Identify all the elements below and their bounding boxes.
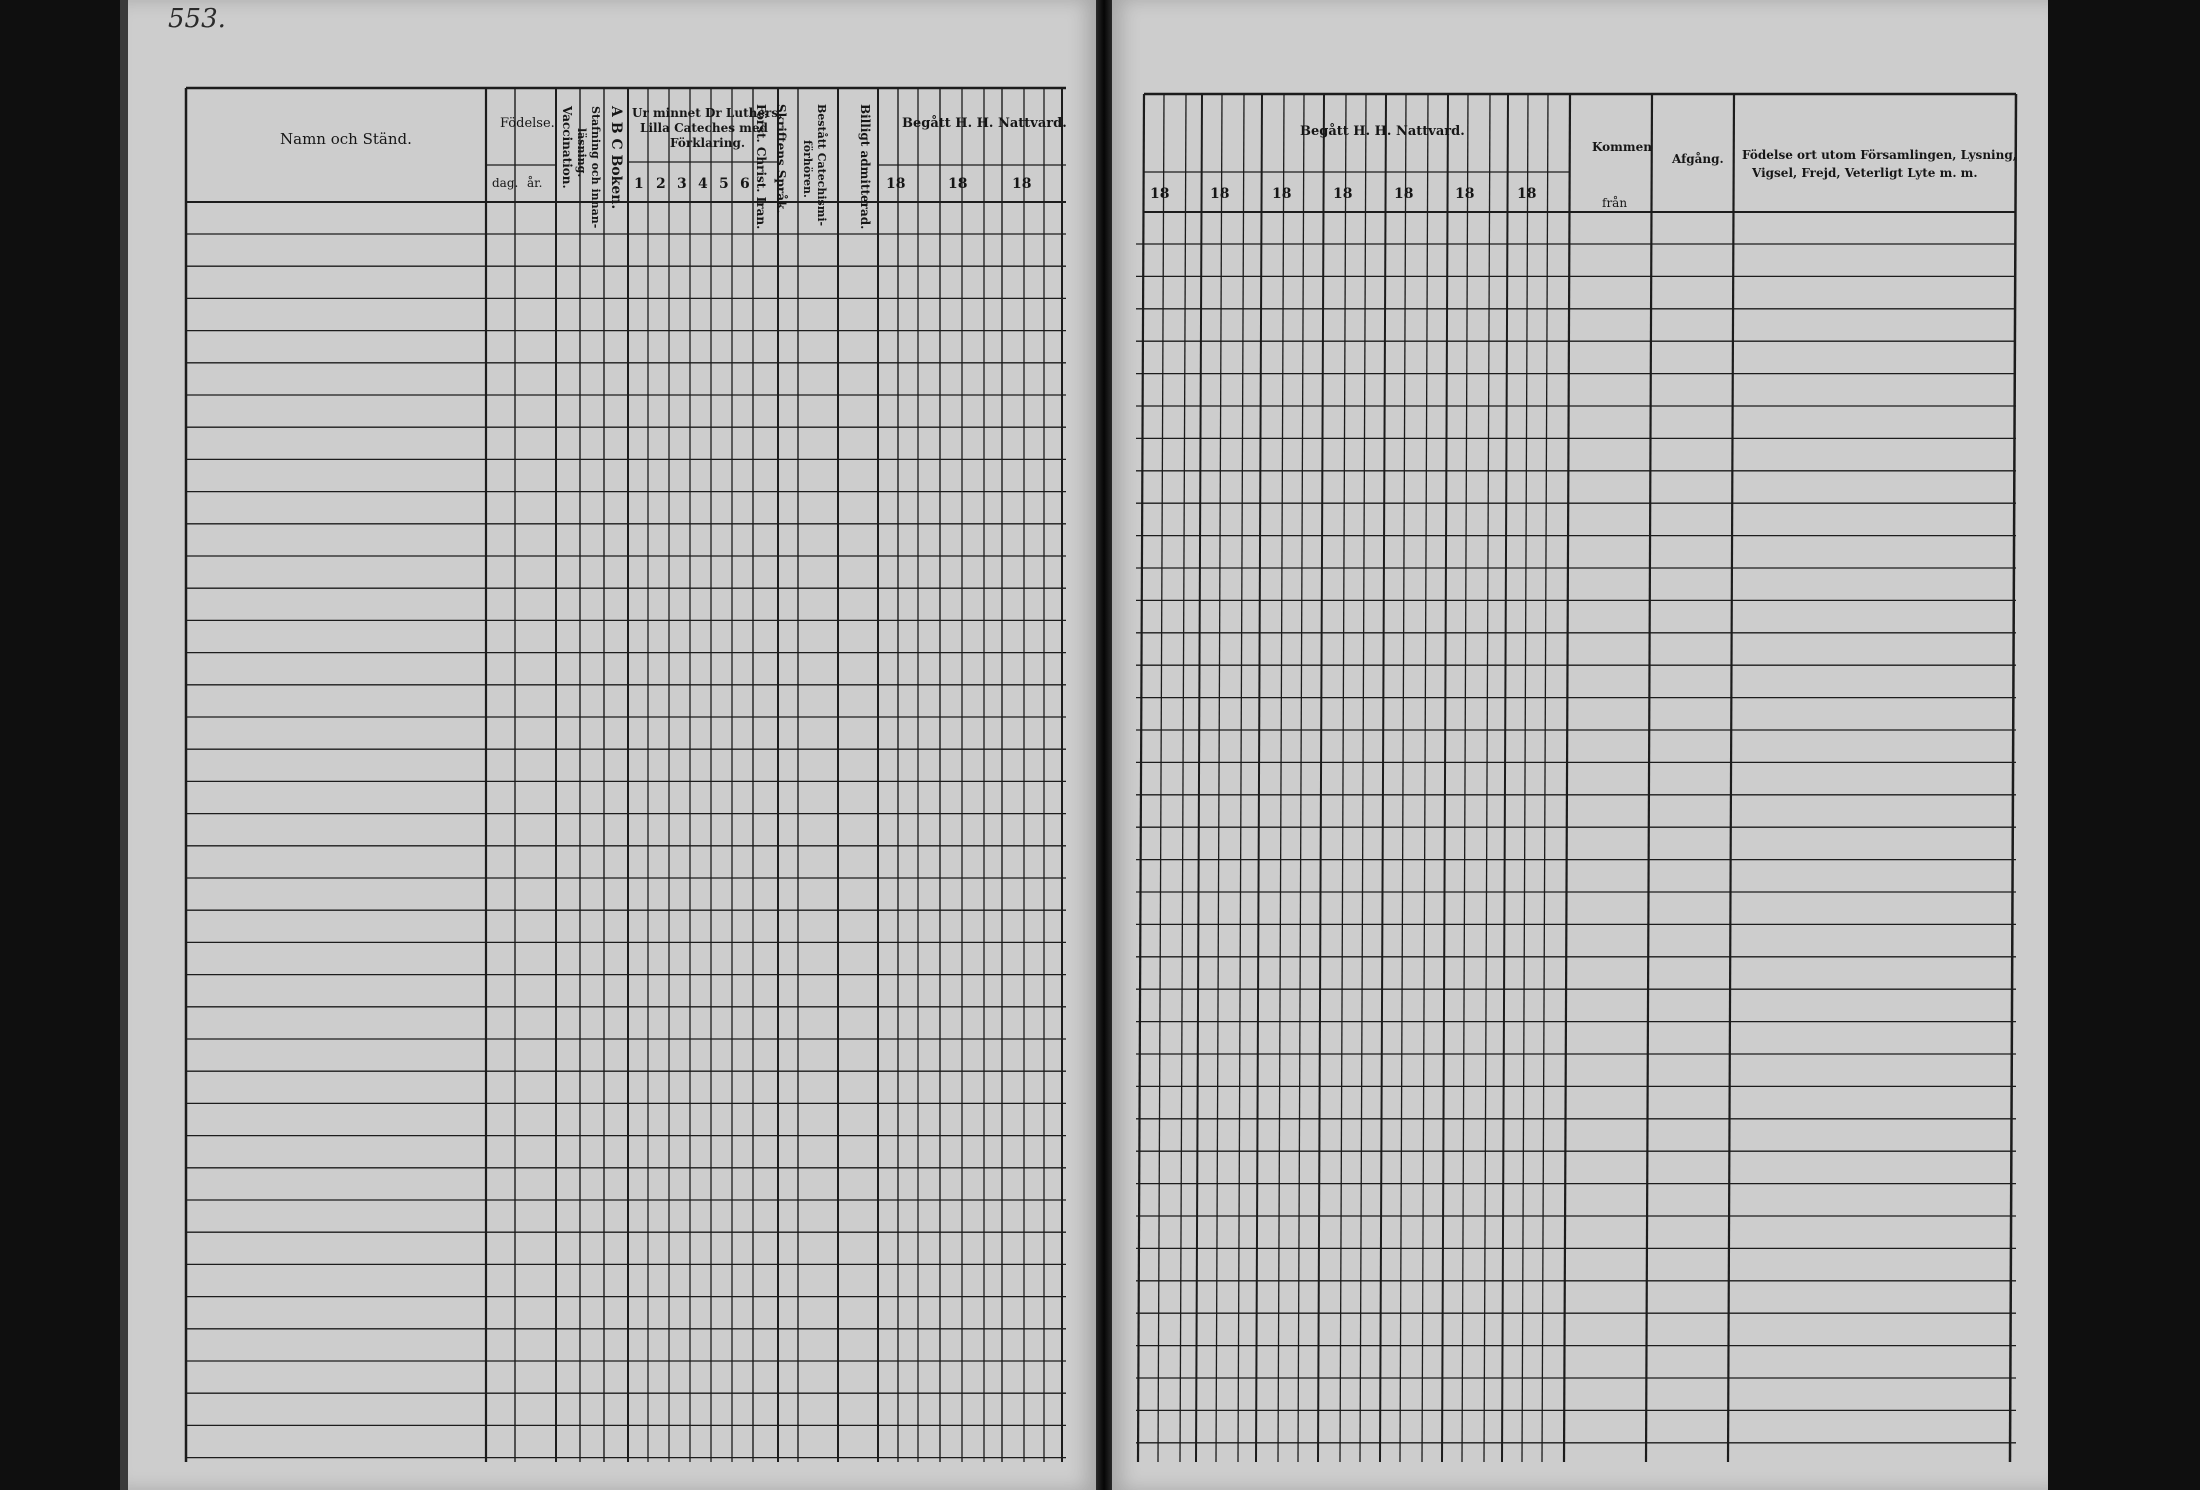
catech-number-5: 5	[719, 176, 729, 192]
header-fodelse-dag: dag.	[492, 176, 519, 190]
column-rule-right	[1380, 94, 1386, 1462]
year-prefix-right-3: 18	[1272, 186, 1292, 202]
column-rule-right	[1422, 94, 1428, 1462]
header-fodelse-ort-line1: Födelse ort utom Församlingen, Lysning,	[1742, 148, 2017, 162]
header-nattvard-right: Begått H. H. Nattvard.	[1300, 124, 1465, 139]
column-rule-right	[1522, 94, 1528, 1462]
year-prefix-right-6: 18	[1455, 186, 1475, 202]
year-prefix-right-2: 18	[1210, 186, 1230, 202]
column-rule-right	[1158, 94, 1164, 1462]
header-catech-line1: Ur minnet Dr Luthers	[632, 106, 779, 120]
header-skriftens-sprak: Skriftens Språk.	[774, 104, 788, 214]
column-rule-right	[1318, 94, 1324, 1462]
page-number: 553.	[168, 4, 226, 34]
year-prefix-right-5: 18	[1394, 186, 1414, 202]
column-rule-right	[1728, 94, 1734, 1462]
header-billigt-admitterad: Billigt admitterad.	[858, 104, 872, 230]
catech-number-4: 4	[698, 176, 708, 192]
year-prefix-right-1: 18	[1150, 186, 1170, 202]
header-abc-boken: A B C Boken.	[608, 106, 624, 210]
header-stafning-line2: läsning.	[575, 128, 588, 178]
column-rule-right	[1278, 94, 1284, 1462]
catech-number-1: 1	[634, 176, 644, 192]
header-catech-line3: Förklaring.	[670, 136, 746, 150]
header-fodelse: Födelse.	[500, 116, 555, 131]
column-rule-right	[1298, 94, 1304, 1462]
header-kommen-fran: från	[1602, 196, 1628, 210]
catech-number-3: 3	[677, 176, 687, 192]
year-prefix-left-3: 18	[1012, 176, 1032, 192]
year-prefix-right-7: 18	[1517, 186, 1537, 202]
header-stafning-line1: Stafning och innan-	[589, 106, 602, 229]
table-border-right	[2010, 94, 2016, 1462]
header-fodelse-ar: år.	[527, 176, 543, 190]
column-rule-right	[1180, 94, 1186, 1462]
column-rule-right	[1646, 94, 1652, 1462]
catech-number-2: 2	[656, 176, 666, 192]
column-rule-right	[1340, 94, 1346, 1462]
header-nattvard-left: Begått H. H. Nattvard.	[902, 116, 1067, 131]
column-rule-right	[1502, 94, 1508, 1462]
column-rule-right	[1462, 94, 1468, 1462]
header-kommen: Kommen	[1592, 140, 1652, 154]
column-rule-right	[1564, 94, 1570, 1462]
column-rule-right	[1216, 94, 1222, 1462]
header-forst-christ: Först. Christ. Iran.	[754, 104, 768, 230]
header-catech-line2: Lilla Cateches med	[640, 121, 768, 135]
column-rule-right	[1484, 94, 1490, 1462]
column-rule-right	[1360, 94, 1366, 1462]
header-afgang: Afgång.	[1672, 152, 1724, 166]
column-rule-right	[1400, 94, 1406, 1462]
year-prefix-left-2: 18	[948, 176, 968, 192]
column-rule-right	[1256, 94, 1262, 1462]
header-bestatt-line2: förhören.	[801, 140, 814, 198]
catech-number-6: 6	[740, 176, 750, 192]
header-namn-och-stand: Namn och Ständ.	[280, 130, 412, 148]
column-rule-right	[1542, 94, 1548, 1462]
column-rule-right	[1196, 94, 1202, 1462]
header-bestatt-line1: Bestått Catechismi-	[815, 104, 828, 227]
year-prefix-left-1: 18	[886, 176, 906, 192]
year-prefix-right-4: 18	[1333, 186, 1353, 202]
column-rule-right	[1442, 94, 1448, 1462]
column-rule-right	[1138, 94, 1144, 1462]
header-vaccination: Vaccination.	[560, 106, 574, 189]
column-rule-right	[1238, 94, 1244, 1462]
header-fodelse-ort-line2: Vigsel, Frejd, Veterligt Lyte m. m.	[1752, 166, 1978, 180]
